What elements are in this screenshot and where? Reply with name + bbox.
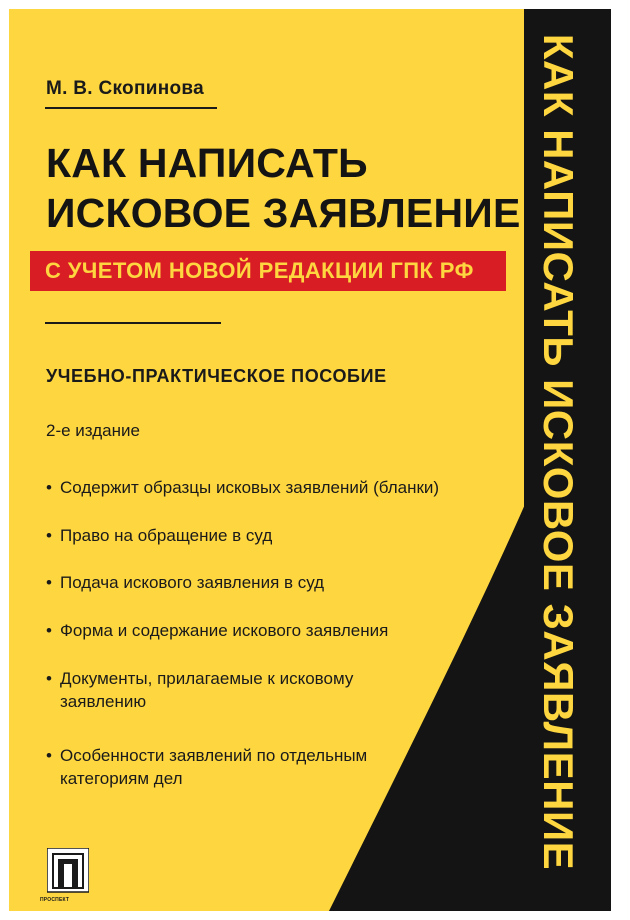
book-title-line-2: ИСКОВОЕ ЗАЯВЛЕНИЕ <box>46 190 521 236</box>
feature-text: Право на обращение в суд <box>60 526 273 545</box>
bullet-icon: • <box>46 621 52 640</box>
book-subtitle: С УЧЕТОМ НОВОЙ РЕДАКЦИИ ГПК РФ <box>45 258 474 283</box>
publisher-logo-icon <box>47 848 89 900</box>
feature-item <box>46 619 388 642</box>
feature-item <box>46 524 272 547</box>
feature-text: Подача искового заявления в суд <box>60 573 325 592</box>
feature-text: Особенности заявлений по отдельным категориям дел <box>60 746 368 788</box>
feature-item <box>46 667 353 713</box>
author-name: М. В. Скопинова <box>46 78 204 99</box>
book-edition: 2-е издание <box>46 421 140 440</box>
spine-title: КАК НАПИСАТЬ ИСКОВОЕ ЗАЯВЛЕНИЕ <box>535 33 582 871</box>
feature-text: Документы, прилагаемые к исковому заявлению <box>60 669 354 711</box>
author-divider <box>45 107 217 109</box>
feature-text: Форма и содержание искового заявления <box>60 621 389 640</box>
subtitle-divider <box>45 322 221 324</box>
book-title-line-1: КАК НАПИСАТЬ <box>46 140 368 186</box>
feature-item <box>46 744 367 790</box>
bullet-icon: • <box>46 478 52 497</box>
publisher-name: ПРОСПЕКТ <box>40 897 70 903</box>
book-title <box>46 138 521 238</box>
book-type: УЧЕБНО-ПРАКТИЧЕСКОЕ ПОСОБИЕ <box>46 366 387 386</box>
feature-text: Содержит образцы исковых заявлений (бланки) <box>60 478 440 497</box>
bullet-icon: • <box>46 573 52 592</box>
bullet-icon: • <box>46 746 52 765</box>
bullet-icon: • <box>46 669 52 688</box>
feature-item <box>46 476 439 499</box>
bullet-icon: • <box>46 526 52 545</box>
feature-item <box>46 571 324 594</box>
